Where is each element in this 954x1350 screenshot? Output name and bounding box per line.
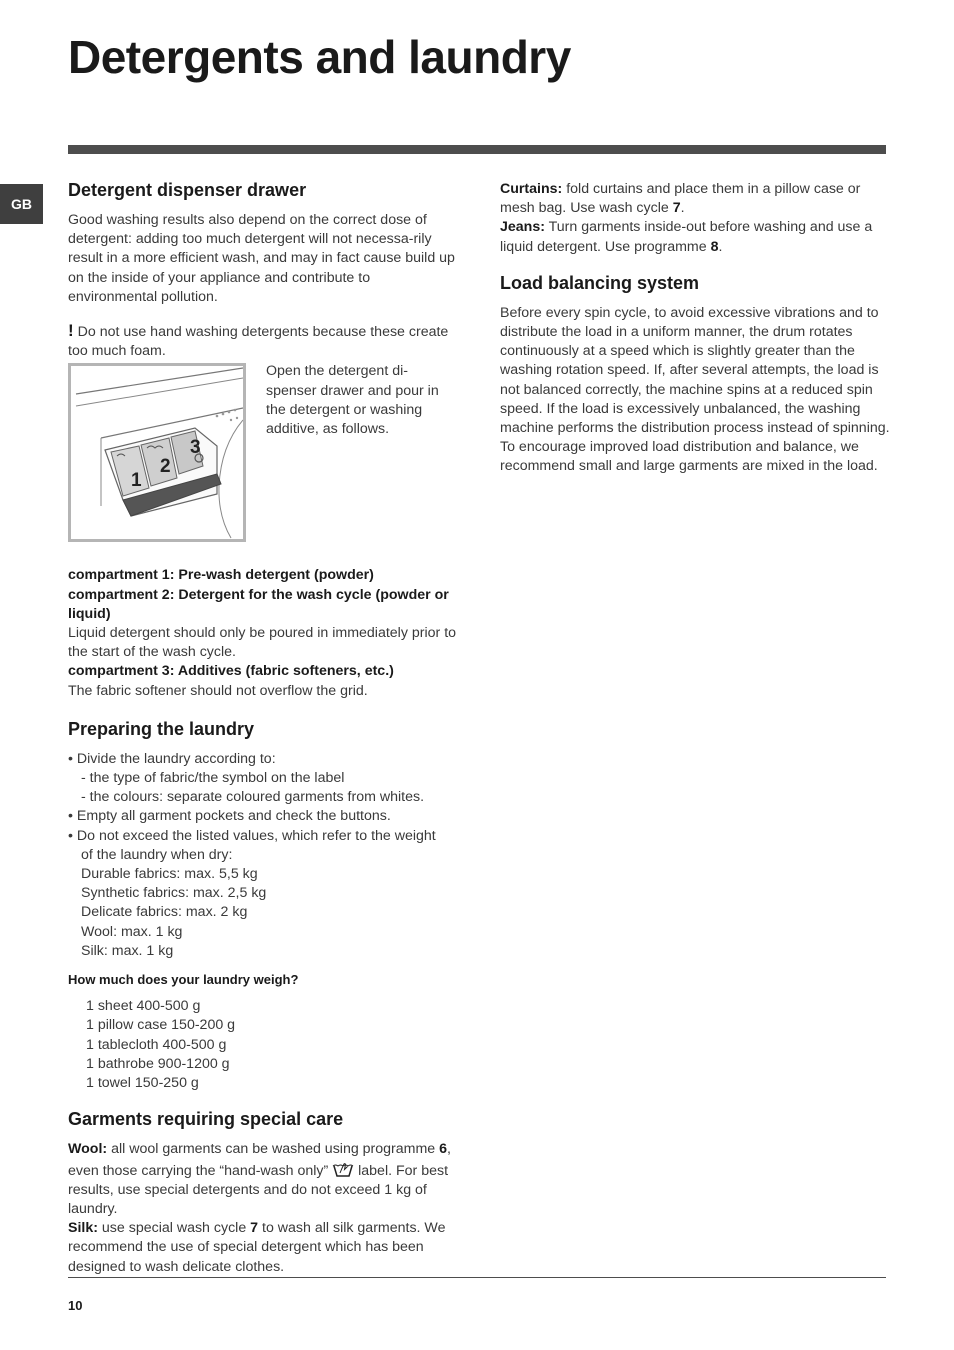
compartment-1: compartment 1: Pre-wash detergent (powder) [68, 567, 374, 584]
prep-bullet-1: • Divide the laundry according to: [68, 750, 276, 767]
weight-item: 1 pillow case 150-200 g [86, 1017, 236, 1034]
balancing-text: Before every spin cycle, to avoid excessive vibrations and to distribute the load in a uniform manner, the drum rotates continuously at a speed which is slightly greater than the washing rotation speed. If, after several attempts, the load is not balanced correctly, the machine spins at a reduced spin speed. If the load is excessively unbalanced, the washing machine performs the distribution process instead of spinning. To encourage improved load distribution and balance, we recommend small and large garments are mixed in the load. [500, 304, 890, 475]
compartment-2: compartment 2: Detergent for the wash cycle (powder or liquid) [68, 586, 449, 622]
weight-item: 1 sheet 400-500 g [86, 998, 201, 1015]
weight-item: 1 towel 150-250 g [86, 1075, 199, 1092]
limit-item: Durable fabrics: max. 5,5 kg [81, 866, 258, 883]
language-tab: GB [0, 184, 43, 224]
compartment-1-label: 1 [131, 470, 142, 492]
warning-text: Do not use hand washing detergents because these create too much foam. [68, 324, 449, 360]
special-care-heading: Garments requiring special care [68, 1109, 344, 1130]
left-column [68, 178, 460, 1277]
prep-bullet-3: • Do not exceed the listed values, which refer to the weight [68, 827, 436, 844]
drawer-drawing [71, 366, 243, 539]
dispenser-figure-row [68, 363, 460, 542]
compartment-3: compartment 3: Additives (fabric softeners, etc.) [68, 663, 394, 680]
prep-bullet-1b: - the colours: separate coloured garments from whites. [81, 789, 425, 806]
prep-bullet-2: • Empty all garment pockets and check the buttons. [68, 808, 391, 825]
weights-list [68, 997, 460, 1093]
curtains-paragraph: Curtains: fold curtains and place them in a pillow case or mesh bag. Use wash cycle 7. [500, 181, 861, 217]
dispenser-drawer-illustration [68, 363, 246, 542]
limit-item: Delicate fabrics: max. 2 kg [81, 904, 248, 921]
dispenser-heading: Detergent dispenser drawer [68, 180, 307, 200]
limit-item: Wool: max. 1 kg [81, 923, 183, 940]
silk-paragraph: Silk: use special wash cycle 7 to wash all silk garments. We recommend the use of special detergent which has been designed to wash delicate clothes. [68, 1220, 446, 1275]
jeans-paragraph: Jeans: Turn garments inside-out before washing and use a liquid detergent. Use programme 8. [500, 219, 873, 255]
hand-wash-icon [332, 1160, 354, 1178]
page-title: Detergents and laundry [68, 31, 571, 83]
dispenser-intro: Good washing results also depend on the correct dose of detergent: adding too much detergent will not necessa-rily result in a more efficient wash, and may in fact cause build up on the inside of your appliance and contribute to environmental pollution. [68, 212, 455, 305]
header-rule [68, 145, 886, 154]
dispenser-warning [68, 321, 460, 361]
compartment-3-label: 3 [190, 437, 201, 459]
footer-rule [68, 1277, 886, 1278]
balancing-heading: Load balancing system [500, 272, 700, 293]
right-column [500, 180, 892, 477]
prep-bullet-1a: - the type of fabric/the symbol on the label [81, 770, 345, 787]
weight-item: 1 tablecloth 400-500 g [86, 1036, 227, 1053]
compartment-3-note: The fabric softener should not overflow the grid. [68, 682, 368, 699]
warning-icon: ! [68, 321, 74, 341]
limit-item: Synthetic fabrics: max. 2,5 kg [81, 885, 267, 902]
weight-item: 1 bathrobe 900-1200 g [86, 1055, 230, 1072]
preparing-heading: Preparing the laundry [68, 718, 255, 739]
figure-caption: Open the detergent di-spenser drawer and pour in the detergent or washing additive, as follows. [266, 363, 439, 438]
compartment-2-label: 2 [160, 456, 171, 478]
weigh-heading: How much does your laundry weigh? [68, 972, 299, 988]
limit-item: Silk: max. 1 kg [81, 942, 174, 959]
prep-bullet-3-cont: of the laundry when dry: [81, 846, 233, 863]
compartment-2-note: Liquid detergent should only be poured in immediately prior to the start of the wash cycle. [68, 625, 457, 661]
wool-paragraph: Wool: all wool garments can be washed using programme 6, even those carrying the “hand-wash only” label. For best results, use special detergents and do not exceed 1 kg of laundry. [68, 1141, 451, 1217]
page-number: 10 [68, 1298, 83, 1313]
